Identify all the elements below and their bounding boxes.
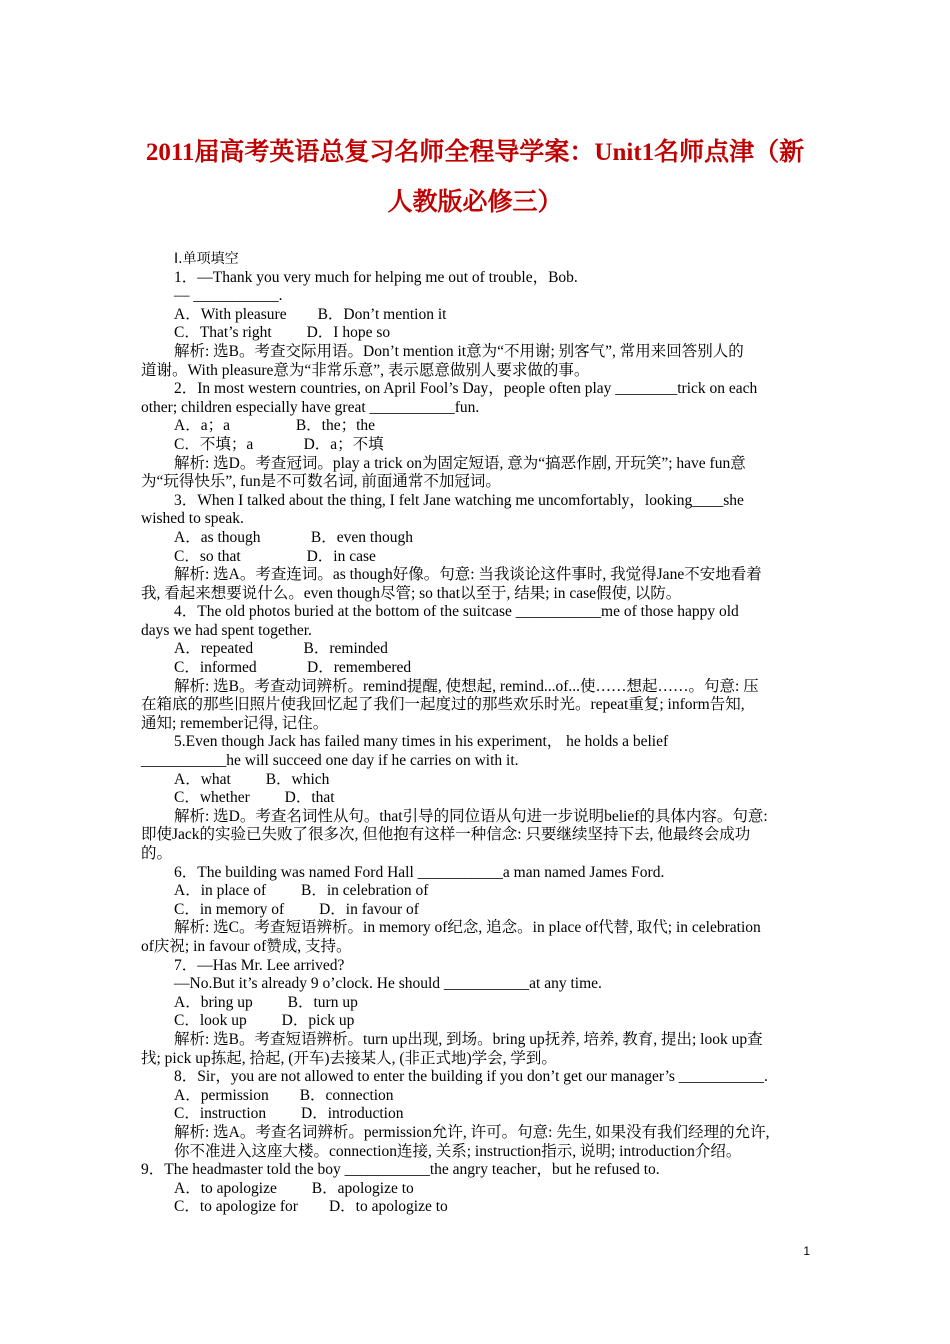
body-line: 解析: 选B。考查短语辨析。turn up出现, 到场。bring up抚养, 培养, 教育, 提出; look up查 <box>174 1030 763 1048</box>
body-line: wished to speak. <box>141 510 244 528</box>
body-line: —No.But it’s already 9 o’clock. He should ___________at any time. <box>174 975 602 993</box>
body-line: C．to apologize for D．to apologize to <box>174 1198 448 1216</box>
body-line: A．permission B．connection <box>174 1086 394 1104</box>
body-line: ___________he will succeed one day if he carries on with it. <box>141 752 519 770</box>
body-line: 3．When I talked about the thing, I felt Jane watching me uncomfortably，looking____she <box>174 491 744 509</box>
body-line: A．to apologize B．apologize to <box>174 1179 414 1197</box>
body-line: 我, 看起来想要说什么。even though尽管; so that以至于, 结果; in case假使, 以防。 <box>141 584 682 602</box>
body-line: A．as though B．even though <box>174 528 413 546</box>
body-line: 9．The headmaster told the boy ___________the angry teacher，but he refused to. <box>141 1161 660 1179</box>
body-line: of庆祝; in favour of赞成, 支持。 <box>141 937 352 955</box>
body-line: — ___________. <box>174 287 283 305</box>
body-line: 你不准进入这座大楼。connection连接, 关系; instruction指示, 说明; introduction介绍。 <box>174 1142 742 1160</box>
body-line: 道谢。With pleasure意为“非常乐意”, 表示愿意做别人要求做的事。 <box>141 361 590 379</box>
body-line: 7．—Has Mr. Lee arrived? <box>174 956 345 974</box>
body-line: 解析: 选D。考查名词性从句。that引导的同位语从句进一步说明belief的具体内容。句意: <box>174 807 768 825</box>
body-line: 的。 <box>141 845 173 862</box>
body-line: days we had spent together. <box>141 621 312 639</box>
body-line: 5.Even though Jack has failed many times in his experiment， he holds a belief <box>174 733 669 751</box>
body-line: 通知; remember记得, 记住。 <box>141 714 329 732</box>
body-line: 解析: 选B。考查动词辨析。remind提醒, 使想起, remind...of...使……想起……。句意: 压 <box>174 677 759 695</box>
body-line: C．That’s right D．I hope so <box>174 324 391 342</box>
body-line: A．With pleasure B．Don’t mention it <box>174 305 447 323</box>
body-line: A．what B．which <box>174 770 330 788</box>
body-line: 解析: 选B。考查交际用语。Don’t mention it意为“不用谢; 别客气”, 常用来回答别人的 <box>174 342 744 360</box>
document-title <box>120 128 830 228</box>
body-line: 在箱底的那些旧照片使我回忆起了我们一起度过的那些欢乐时光。repeat重复; inform告知, <box>141 696 745 714</box>
body-line: C．informed D．remembered <box>174 659 412 677</box>
body-line: C．look up D．pick up <box>174 1012 355 1030</box>
body-line: C．in memory of D．in favour of <box>174 900 419 918</box>
body-line: C．whether D．that <box>174 789 335 807</box>
body-line: other; children especially have great ___________fun. <box>141 398 480 416</box>
body-line: 解析: 选A。考查连词。as though好像。句意: 当我谈论这件事时, 我觉得Jane不安地看着 <box>174 566 762 584</box>
body-line: 解析: 选A。考查名词辨析。permission允许, 许可。句意: 先生, 如果没有我们经理的允许, <box>174 1123 770 1141</box>
body-line: 6．The building was named Ford Hall ___________a man named James Ford. <box>174 863 665 881</box>
body-line: C．so that D．in case <box>174 547 376 565</box>
title-line-2: 人教版必修三） <box>387 189 563 216</box>
page-number: 1 <box>803 1244 810 1258</box>
body-line: A．bring up B．turn up <box>174 993 358 1011</box>
body-line: 1．—Thank you very much for helping me out of trouble，Bob. <box>174 268 578 286</box>
body-line: 2．In most western countries, on April Fool’s Day，people often play ________trick on each <box>174 380 758 398</box>
body-line: 8．Sir，you are not allowed to enter the building if you don’t get our manager’s ___________. <box>174 1068 768 1086</box>
body-line: 解析: 选D。考查冠词。play a trick on为固定短语, 意为“搞恶作剧, 开玩笑”; have fun意 <box>174 454 746 472</box>
title-line-1: 2011届高考英语总复习名师全程导学案：Unit1名师点津（新 <box>145 139 805 166</box>
document-body <box>141 250 811 1217</box>
body-line: A．a；a B．the；the <box>174 417 376 435</box>
section-heading: Ⅰ.单项填空 <box>174 251 239 267</box>
body-line: 找; pick up拣起, 拾起, (开车)去接某人, (非正式地)学会, 学到。 <box>141 1049 557 1067</box>
body-line: C．instruction D．introduction <box>174 1105 404 1123</box>
question-lines <box>141 269 811 1217</box>
body-line: C．不填；a D．a；不填 <box>174 435 384 453</box>
body-line: A．repeated B．reminded <box>174 640 388 658</box>
body-line: 解析: 选C。考查短语辨析。in memory of纪念, 追念。in place of代替, 取代; in celebration <box>174 919 761 937</box>
body-line: 4．The old photos buried at the bottom of the suitcase ___________me of those happy old <box>174 603 739 621</box>
body-line: A．in place of B．in celebration of <box>174 882 429 900</box>
body-line: 即使Jack的实验已失败了很多次, 但他抱有这样一种信念: 只要继续坚持下去, 他最终会成功 <box>141 826 751 844</box>
body-line: 为“玩得快乐”, fun是不可数名词, 前面通常不加冠词。 <box>141 473 501 491</box>
